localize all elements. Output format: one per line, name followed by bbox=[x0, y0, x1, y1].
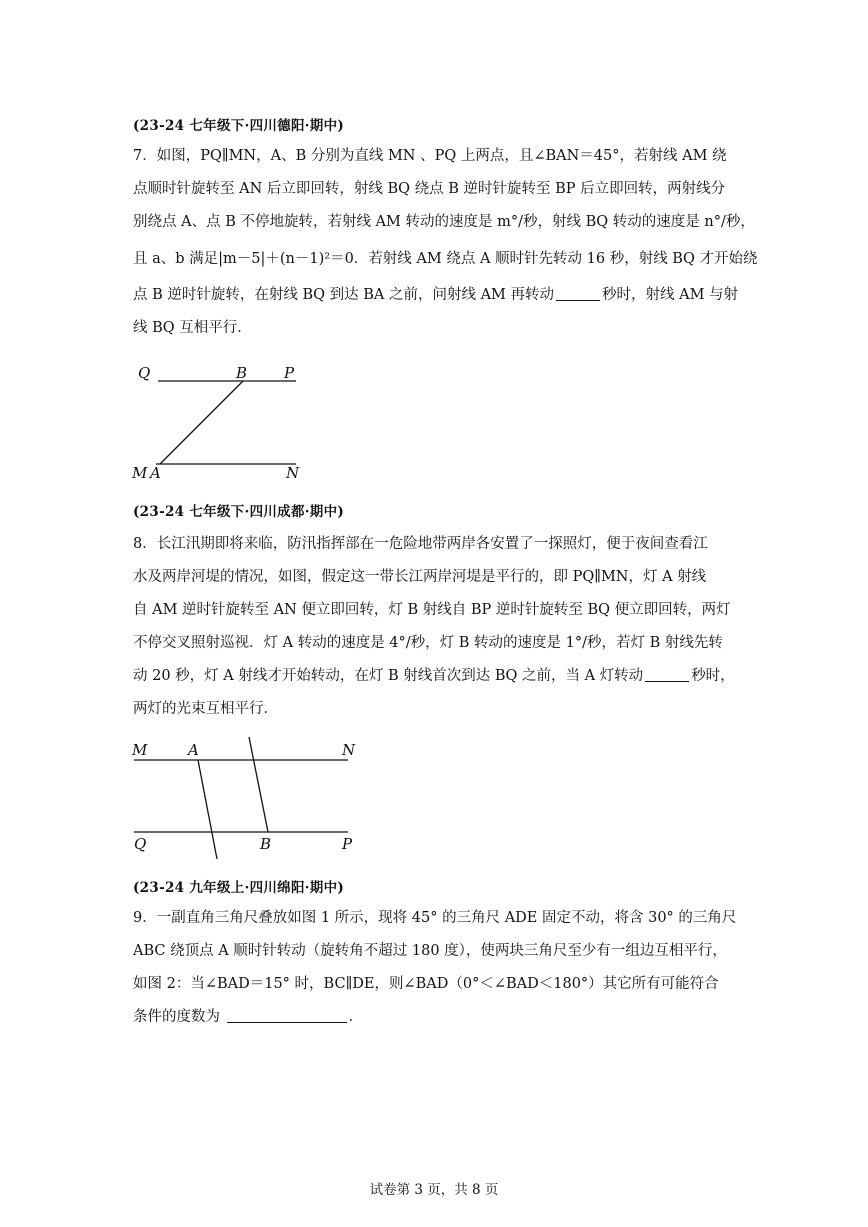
q8-answer-blank[interactable] bbox=[645, 665, 689, 682]
q7-label-m: M bbox=[132, 464, 148, 482]
q7-line-6: 线 BQ 互相平行． bbox=[133, 320, 252, 336]
q9-source: (23-24 九年级上·四川绵阳·期中) bbox=[133, 880, 345, 896]
q8-source: (23-24 七年级下·四川成都·期中) bbox=[133, 504, 345, 520]
q7-segment-ab bbox=[160, 381, 243, 464]
q7-line-5-before: 点 B 逆时针旋转，在射线 BQ 到达 BA 之前，问射线 AM 再转动 bbox=[133, 287, 555, 303]
q8-beam-b bbox=[249, 737, 268, 832]
q7-figure bbox=[128, 360, 318, 485]
q8-line-3: 自 AM 逆时针旋转至 AN 便立即回转，灯 B 射线自 BP 逆时针旋转至 BQ 便立即回转，两灯 bbox=[133, 602, 731, 618]
q9-text bbox=[133, 902, 737, 1034]
q8-beam-a bbox=[198, 760, 217, 859]
q7-line-2: 点顺时针旋转至 AN 后立即回转，射线 BQ 绕点 B 逆时针旋转至 BP 后立即回转，两射线分 bbox=[133, 181, 726, 197]
q8-label-q: Q bbox=[134, 835, 147, 853]
q8-label-b: B bbox=[260, 835, 272, 853]
q7-source: (23-24 七年级下·四川德阳·期中) bbox=[133, 118, 345, 134]
q9-line-4 bbox=[133, 1001, 733, 1034]
q8-line-5 bbox=[133, 660, 733, 693]
q8-figure bbox=[128, 732, 368, 862]
q7-label-a: A bbox=[150, 464, 161, 482]
q8-line-6: 两灯的光束互相平行． bbox=[133, 701, 278, 717]
q9-line-2: ABC 绕顶点 A 顺时针转动（旋转角不超过 180 度），使两块三角尺至少有一组边互相平行， bbox=[133, 943, 727, 959]
q8-line-5-after: 秒时， bbox=[691, 668, 735, 684]
page-footer: 试卷第 3 页，共 8 页 bbox=[369, 1182, 499, 1198]
q8-line-4: 不停交叉照射巡视．灯 A 转动的速度是 4°/秒，灯 B 转动的速度是 1°/秒，若灯 B 射线先转 bbox=[133, 635, 723, 651]
q7-line-1: 7．如图，PQ∥MN，A、B 分别为直线 MN 、PQ 上两点，且∠BAN＝45°，若射线 AM 绕 bbox=[133, 148, 727, 164]
q7-text bbox=[133, 140, 758, 345]
q7-line-5-after: 秒时，射线 AM 与射 bbox=[602, 287, 739, 303]
q7-answer-blank[interactable] bbox=[556, 284, 600, 301]
q8-line-5-before: 动 20 秒，灯 A 射线才开始转动，在灯 B 射线首次到达 BQ 之前，当 A 灯转动 bbox=[133, 668, 644, 684]
q7-label-q: Q bbox=[138, 364, 151, 382]
q8-label-n: N bbox=[342, 741, 356, 759]
q9-line-1: 9．一副直角三角尺叠放如图 1 所示，现将 45° 的三角尺 ADE 固定不动，将含 30° 的三角尺 bbox=[133, 910, 737, 926]
q9-line-4-after: ． bbox=[348, 1009, 364, 1025]
q7-label-p: P bbox=[284, 364, 295, 382]
q8-text bbox=[133, 528, 733, 726]
q9-line-3: 如图 2：当∠BAD＝15° 时，BC∥DE，则∠BAD（0°＜∠BAD＜180°）其它所有可能符合 bbox=[133, 976, 719, 992]
q7-line-3: 别绕点 A、点 B 不停地旋转，若射线 AM 转动的速度是 m°/秒，射线 BQ 转动的速度是 n°/秒， bbox=[133, 214, 755, 230]
q8-line-2: 水及两岸河堤的情况，如图，假定这一带长江两岸河堤是平行的，即 PQ∥MN，灯 A 射线 bbox=[133, 569, 707, 585]
q7-label-n: N bbox=[286, 464, 300, 482]
q7-line-5 bbox=[133, 279, 739, 312]
q9-line-4-before: 条件的度数为 bbox=[133, 1009, 220, 1025]
q8-line-1: 8．长江汛期即将来临，防汛指挥部在一危险地带两岸各安置了一探照灯，便于夜间查看江 bbox=[133, 536, 708, 552]
q8-label-m: M bbox=[132, 741, 148, 759]
q9-answer-blank[interactable] bbox=[227, 1006, 347, 1023]
q7-line-4: 且 a、b 满足|m－5|＋(n－1)²＝0．若射线 AM 绕点 A 顺时针先转动 16 秒，射线 BQ 才开始绕 bbox=[133, 251, 758, 267]
q8-label-p: P bbox=[342, 835, 353, 853]
q7-label-b: B bbox=[236, 364, 248, 382]
q8-label-a: A bbox=[188, 741, 199, 759]
